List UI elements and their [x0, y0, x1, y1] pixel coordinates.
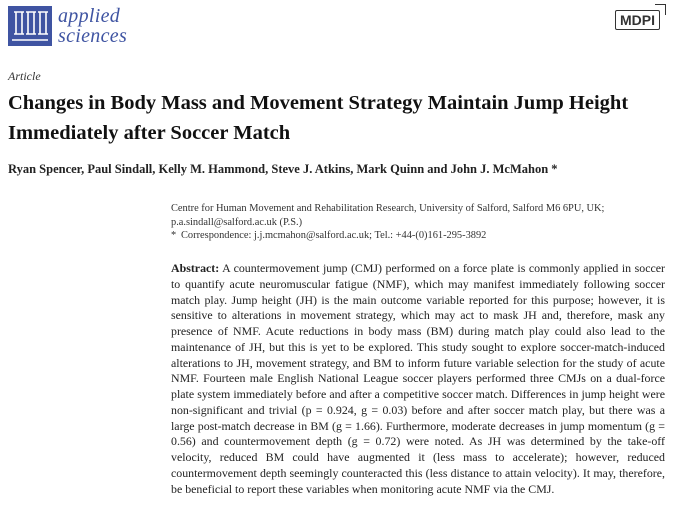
journal-name-line1: applied	[58, 5, 121, 27]
publisher-name: MDPI	[615, 10, 660, 30]
abstract	[171, 261, 665, 497]
correspondence-line	[171, 229, 671, 243]
abstract-text: A countermovement jump (CMJ) performed on a force plate is commonly applied in soccer to quantify acute neuromuscular fatigue (NMF), which may manifest immediately following soccer match play. Jump height (JH) is the main outcome variable reported for this purpose; however, it is sensitive to alterations in movement strategy, which may act to mask JH and, therefore, mask any presence of NMF. Acute reductions in body mass (BM) during match play could also lead to the maintenance of JH, but this is yet to be explored. This study sought to explore soccer-match-induced alterations to JH, movement strategy, and BM to inform future variable selection for the study of acute NMF. Fourteen male English National League soccer players performed three CMJs on a dual-force plate system immediately before and after a competitive soccer match. Differences in jump height were non-significant and trivial (p = 0.924, g = 0.03) before and after soccer match play, but there was a large post-match decrease in BM (g = 1.66). Furthermore, moderate decreases in jump momentum (g = 0.56) and countermovement depth (g = 0.72) were noted. As JH was determined by the take-off velocity, reduced BM could have augmented it (less mass to accelerate); however, reduced countermovement depth seemingly counteracted this (less distance to attain velocity). It may, therefore, be beneficial to report these variables when monitoring acute NMF via the CMJ.	[171, 261, 665, 496]
affiliation-line: Centre for Human Movement and Rehabilitation Research, University of Salford, Salford M6 6PU, UK;	[171, 203, 605, 214]
author-list: Ryan Spencer, Paul Sindall, Kelly M. Hammond, Steve J. Atkins, Mark Quinn and John J. McMahon *	[8, 162, 558, 176]
page-header	[8, 4, 668, 48]
abstract-label: Abstract:	[171, 261, 220, 275]
journal-logo[interactable]	[8, 6, 127, 46]
affiliation-email[interactable]: p.a.sindall@salford.ac.uk (P.S.)	[171, 216, 303, 228]
article-type: Article	[8, 69, 41, 83]
paper-title: Changes in Body Mass and Movement Strategy Maintain Jump Height Immediately after Soccer Match	[8, 92, 629, 144]
correspondence-text[interactable]: Correspondence: j.j.mcmahon@salford.ac.uk; Tel.: +44-(0)161-295-3892	[181, 230, 487, 241]
publisher-logo[interactable]	[615, 10, 660, 30]
journal-name-line2: sciences	[58, 25, 128, 47]
affiliation-block	[171, 202, 671, 243]
applied-sciences-logo-icon	[8, 6, 52, 46]
correspondence-marker: *	[171, 230, 177, 241]
